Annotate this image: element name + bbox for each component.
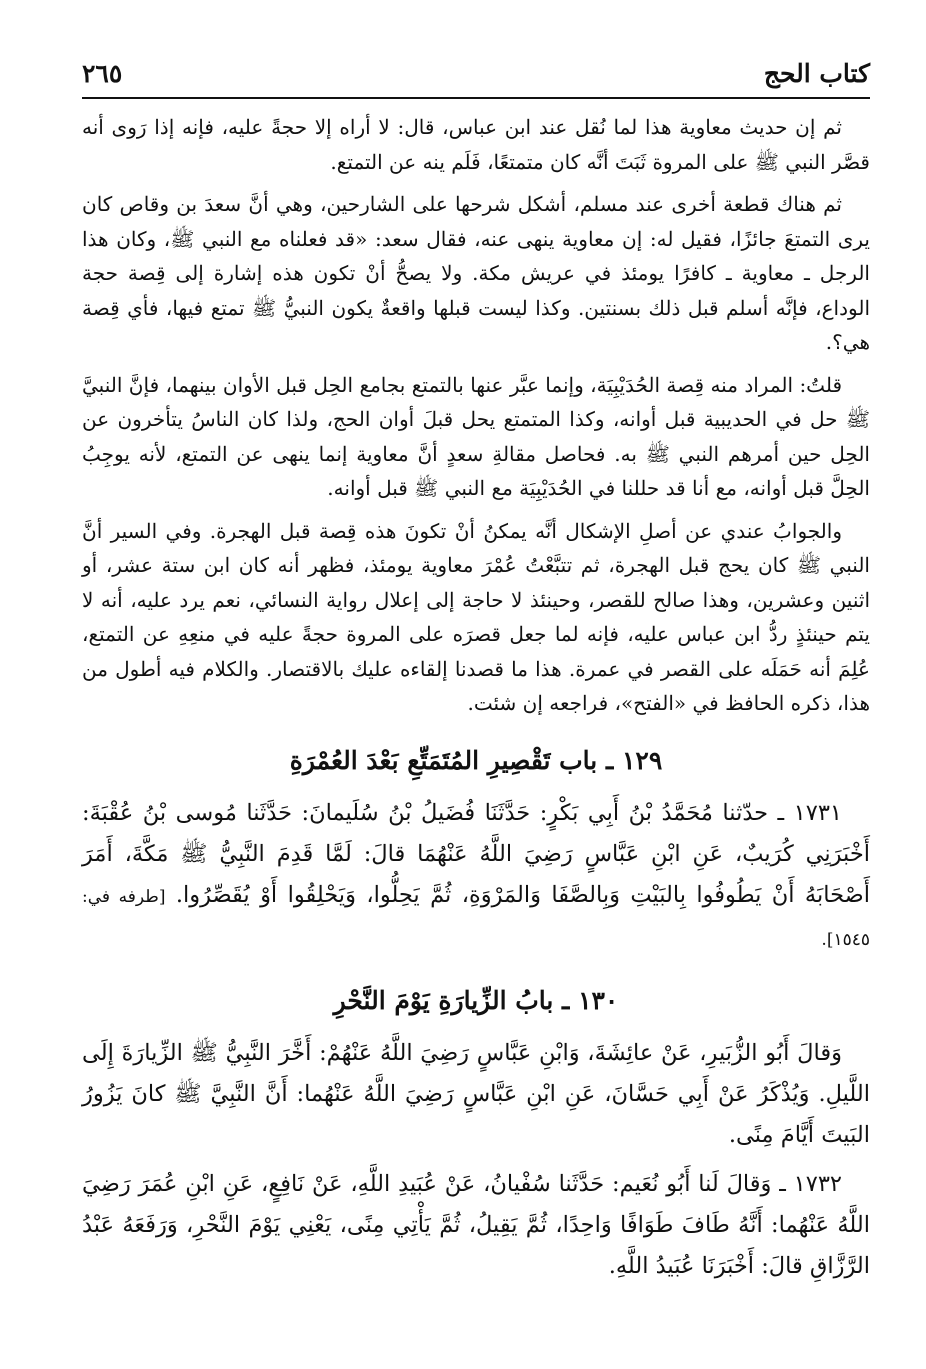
section-gap	[82, 721, 870, 741]
page-body	[82, 110, 870, 1287]
hadith-1731	[82, 793, 870, 961]
heading-gap	[82, 781, 870, 793]
commentary-paragraph-4: والجوابُ عندي عن أصلِ الإشكال أنَّه يمكنُ أنْ تكونَ هذه قِصة قبل الهجرة. وفي السير أنَّ النبي ﷺ كان يحج قبل الهجرة، ثم تتبَّعْتُ عُمْرَ معاوية يومئذ، فظهر أنه كان ابن ستة عشر، أو اثنين وعشرين، وهذا صالح للقصر، وحينئذ لا حاجة إلى إعلال رواية النسائي، نعم يرد عليه، أنه لا يتم حينئذٍ ردُّ ابن عباس عليه، فإنه لما جعل قصرَه على المروة حجةً عليه في منعِهِ عن التمتع، عُلِمَ أنه حَمَلَه على القصر في عمرة. هذا ما قصدنا إلقاءه عليك بالاقتصار. والكلام فيه أطول من هذا، ذكره الحافظ في «الفتح»، فراجعه إن شئت.	[82, 518, 870, 715]
paragraph-gap	[82, 179, 870, 187]
section-gap	[82, 961, 870, 981]
paragraph-gap	[82, 1156, 870, 1164]
commentary-paragraph-3: قلتُ: المراد منه قِصة الحُدَيْبِيَة، وإنما عبَّر عنها بالتمتع بجامع الحِل قبل الأوان بينهما، فإنَّ النبيَّ ﷺ حل في الحديبية قبل أوانه، وكذا المتمتع يحل قبلَ أوان الحج، ولذا كان الناسُ يتأخرون عن الحِل حين أمرهم النبي ﷺ به. فحاصل مقالةِ سعدٍ أنَّ معاوية إنما ينهى عن التمتع، لأنه يوجِبُ الحِلَّ قبل أوانه، مع أنا قد حللنا في الحُدَيْبِيَة مع النبي ﷺ قبل أوانه.	[82, 372, 870, 500]
commentary-paragraph-2: ثم هناك قطعة أخرى عند مسلم، أشكل شرحها على الشارحين، وهي أنَّ سعدَ بن وقاص كان يرى التمتعَ جائزًا، فقيل له: إن معاوية ينهى عنه، فقال سعد: «قد فعلناه مع النبي ﷺ، وكان هذا الرجل ـ معاوية ـ كافرًا يومئذ في عريش مكة. ولا يصحُّ أنْ تكون هذه إشارة إلى قِصة حجة الوداع، فإنَّه أسلم قبل ذلك بسنتين. وكذا ليست قبلها واقعةٌ يكون النبيُّ ﷺ تمتع فيها، فأي قِصة هي؟.	[82, 192, 870, 354]
heading-gap	[82, 1021, 870, 1033]
hadith-1732: ١٧٣٢ ـ وَقالَ لَنا أَبُو نُعَيم: حَدَّثَنا سُفْيانُ، عَنْ عُبَيدِ اللَّهِ، عَنْ نَافِعٍ، عَنِ ابْنِ عُمَرَ رَضِيَ اللَّهُ عَنْهُما: أَنَّهُ طَافَ طَوَافًا وَاحِدًا، ثُمَّ يَقِيلُ، ثُمَّ يَأْتِي مِنًى، يَعْنِي يَوْمَ النَّحْرِ، وَرَفَعَهُ عَبْدُ الرَّزَّاقِ قالَ: أَخْبَرَنَا عُبَيدُ اللَّهِ.	[82, 1170, 870, 1279]
hadith-1731-text: ١٧٣١ ـ حدّثنا مُحَمَّدُ بْنُ أَبِي بَكْرٍ: حَدَّثَنَا فُضَيلُ بْنُ سُلَيمانَ: حَدَّثَنا مُوسى بْنُ عُقْبَةَ: أَخْبَرَنِي كُرَيبٌ، عَنِ ابْنِ عَبَّاسٍ رَضِيَ اللَّهُ عَنْهُمَا قالَ: لَمَّا قَدِمَ النَّبِيُّ ﷺ مَكَّةَ، أَمَرَ أَصْحَابَهُ أَنْ يَطُوفُوا بِالبَيْتِ وَبِالصَّفَا وَالمَرْوَةِ، ثُمَّ يَحِلُّوا، وَيَحْلِقُوا أَوْ يُقَصِّرُوا.	[82, 799, 870, 908]
page-header	[82, 55, 870, 95]
commentary-paragraph-1: ثم إن حديث معاوية هذا لما نُقل عند ابن عباس، قال: لا أراه إلا حجةً عليه، فإنه إذا رَوى أنه قصَّر النبي ﷺ على المروة ثَبَتَ أنَّه كان متمتعًا، فَلَم ينه عن التمتع.	[82, 115, 870, 174]
paragraph-gap	[82, 360, 870, 368]
chapter-heading-130: ١٣٠ ـ بابُ الزِّيارَةِ يَوْمَ النَّحْرِ	[333, 985, 619, 1015]
running-title: كتاب الحج	[763, 59, 870, 88]
chapter-130-introduction: وَقالَ أَبُو الزُّبَيرِ، عَنْ عائِشَةَ، وَابْنِ عَبَّاسٍ رَضِيَ اللَّهُ عَنْهُمْ: أَخَّرَ النَّبِيُّ ﷺ الزِّيارَةَ إِلَى اللَّيلِ. وَيُذْكَرُ عَنْ أَبِي حَسَّانَ، عَنِ ابْنِ عَبَّاسٍ رَضِيَ اللَّهُ عَنْهُما: أَنَّ النَّبِيَّ ﷺ كانَ يَزُورُ البَيتَ أَيَّامَ مِنًى.	[82, 1039, 870, 1148]
chapter-heading-129: ١٢٩ ـ باب تَقْصِيرِ المُتَمَتِّعِ بَعْدَ العُمْرَةِ	[289, 745, 663, 775]
paragraph-gap	[82, 506, 870, 514]
page-number: ٢٦٥	[82, 59, 123, 88]
hadith-1731-reference: [طرفه في: ١٥٤٥].	[82, 886, 870, 950]
header-divider	[82, 97, 870, 99]
